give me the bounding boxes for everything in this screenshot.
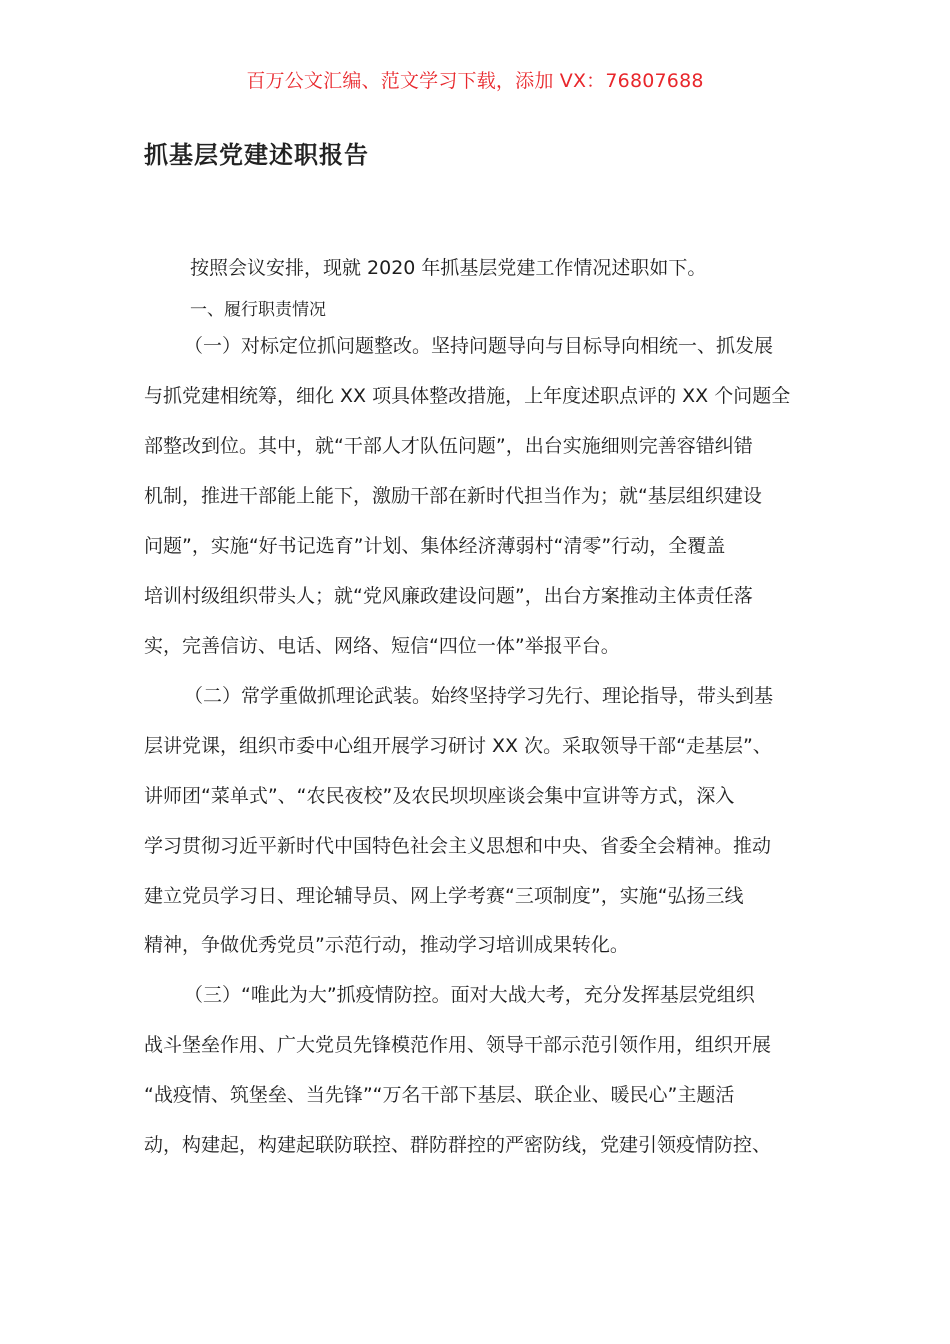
body-line: 层讲党课，组织市委中心组开展学习研讨 XX 次。采取领导干部“走基层”、 bbox=[144, 735, 772, 757]
body-line: 实，完善信访、电话、网络、短信“四位一体”举报平台。 bbox=[144, 635, 620, 657]
body-line: 动，构建起，构建起联防联控、群防群控的严密防线，党建引领疫情防控、 bbox=[144, 1134, 772, 1156]
body-line: 讲师团“菜单式”、“农民夜校”及农民坝坝座谈会集中宣讲等方式，深入 bbox=[144, 785, 735, 807]
body-line: 精神，争做优秀党员”示范行动，推动学习培训成果转化。 bbox=[144, 934, 629, 956]
section-heading: 一、履行职责情况 bbox=[190, 300, 326, 320]
body-line: （一）对标定位抓问题整改。坚持问题导向与目标导向相统一、抓发展 bbox=[184, 335, 774, 357]
body-line: “战疫情、筑堡垒、当先锋”“万名干部下基层、联企业、暖民心”主题活 bbox=[144, 1084, 735, 1106]
body-line: 学习贯彻习近平新时代中国特色社会主义思想和中央、省委全会精神。推动 bbox=[144, 835, 772, 857]
header-banner: 百万公文汇编、范文学习下载，添加 VX：76807688 bbox=[246, 70, 704, 92]
body-line: （二）常学重做抓理论武装。始终坚持学习先行、理论指导，带头到基 bbox=[184, 685, 774, 707]
body-line: 与抓党建相统筹，细化 XX 项具体整改措施，上年度述职点评的 XX 个问题全 bbox=[144, 385, 791, 407]
body-line: 培训村级组织带头人；就“党风廉政建设问题”，出台方案推动主体责任落 bbox=[144, 585, 753, 607]
body-line: 问题”，实施“好书记选育”计划、集体经济薄弱村“清零”行动，全覆盖 bbox=[144, 535, 726, 557]
body-line: 建立党员学习日、理论辅导员、网上学考赛“三项制度”，实施“弘扬三线 bbox=[144, 885, 744, 907]
body-line: （三）“唯此为大”抓疫情防控。面对大战大考，充分发挥基层党组织 bbox=[184, 984, 755, 1006]
intro-paragraph: 按照会议安排，现就 2020 年抓基层党建工作情况述职如下。 bbox=[190, 257, 707, 279]
body-line: 战斗堡垒作用、广大党员先锋模范作用、领导干部示范引领作用，组织开展 bbox=[144, 1034, 772, 1056]
body-line: 部整改到位。其中，就“干部人才队伍问题”，出台实施细则完善容错纠错 bbox=[144, 435, 753, 457]
body-line: 机制，推进干部能上能下，激励干部在新时代担当作为；就“基层组织建设 bbox=[144, 485, 762, 507]
document-title: 抓基层党建述职报告 bbox=[144, 141, 369, 169]
